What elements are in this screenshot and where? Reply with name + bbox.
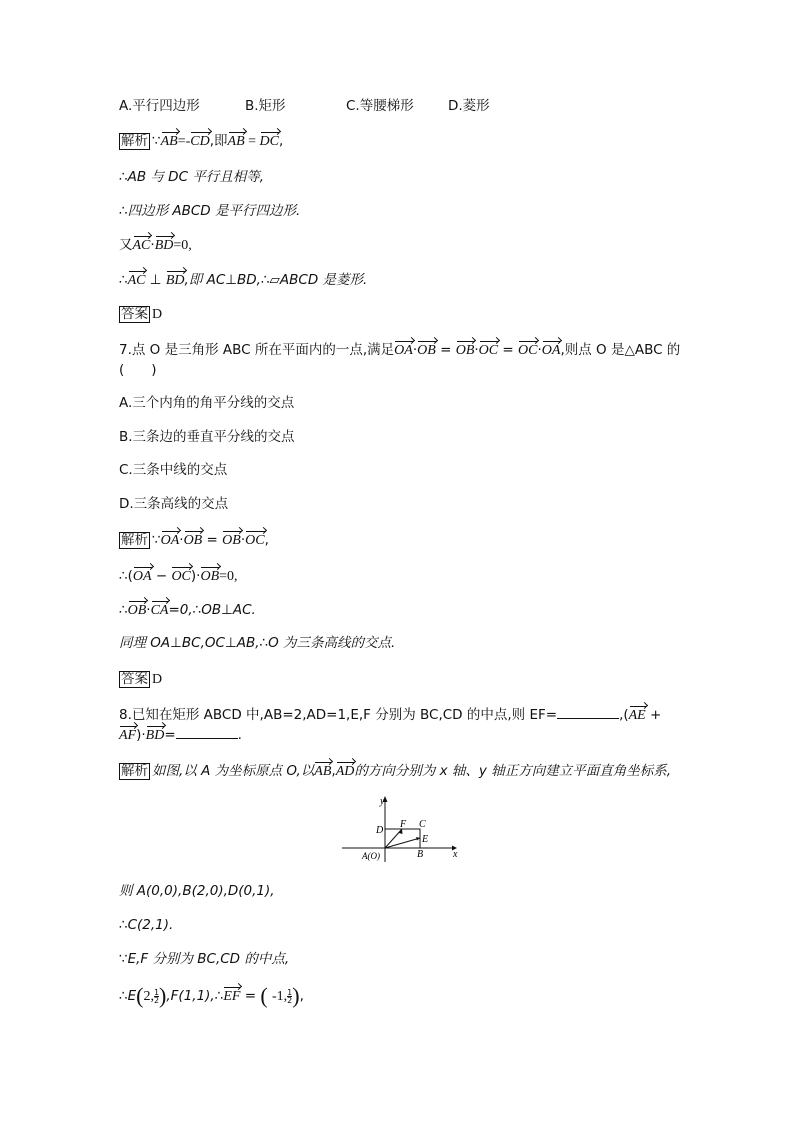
- point-a-label: A(O): [362, 851, 380, 861]
- text: =0,∴OB⊥AC.: [168, 602, 256, 618]
- q8-solution-line-1: 解析 如图,以 A 为坐标原点 O,以AB,AD的方向分别为 x 轴、y 轴正方向建立平面直角坐标系,: [121, 763, 672, 779]
- text: 8.已知在矩形 ABCD 中,AB=2,AD=1,E,F 分别为 BC,CD 的中点,则 EF=: [119, 707, 558, 723]
- point-f-label: F: [400, 819, 407, 830]
- vector-oa: OA: [542, 340, 561, 360]
- text: =0,: [173, 238, 192, 253]
- q6-solution-line-3: ∴四边形 ABCD 是平行四边形.: [119, 203, 301, 219]
- vector-oc: OC: [518, 340, 537, 360]
- vector-ef: EF: [223, 986, 240, 1006]
- text: 2,: [143, 989, 154, 1004]
- text: -1,: [271, 989, 288, 1004]
- vector-oc: OC: [479, 340, 498, 360]
- point-d-label: D: [376, 825, 384, 836]
- vector-oc: OC: [245, 530, 264, 550]
- q8-solution-line-4: ∵E,F 分别为 BC,CD 的中点,: [119, 951, 290, 967]
- q8-stem-line-1: [119, 705, 661, 725]
- text: ,: [299, 988, 304, 1004]
- vector-ab: AB: [314, 761, 331, 781]
- axis-y-label: y: [380, 796, 385, 807]
- answer-blank[interactable]: [176, 726, 238, 739]
- q8-solution-line-3: ∴C(2,1).: [119, 917, 174, 933]
- q7-solution-line-1: 解析 ∵OA·OB = OB·OC,: [121, 532, 269, 548]
- vector-ca: CA: [151, 600, 169, 620]
- answer-blank[interactable]: [557, 706, 619, 719]
- vector-af: AF: [119, 725, 136, 745]
- q8-solution-line-5: ∴E(2, $\frac{1}{2}$ ),F(1,1),∴EF = ( -1, $\frac{1}{2}$ ),: [119, 983, 304, 1008]
- text: 的方向分别为 x 轴、y 轴正方向建立平面直角坐标系,: [354, 763, 672, 779]
- vector-bd: BD: [146, 725, 165, 745]
- text: ·: [150, 237, 155, 253]
- text: =-: [177, 134, 191, 149]
- jiexi-label: 解析: [121, 532, 148, 548]
- q7-option-a: A.三个内角的角平分线的交点: [119, 395, 295, 411]
- vector-ab: AB: [228, 131, 245, 151]
- text: ,即 AC⊥BD,∴▱ABCD 是菱形.: [184, 272, 368, 288]
- vector-ob: OB: [222, 530, 241, 550]
- vector-ac: AC: [133, 235, 151, 255]
- text: ,则点 O 是△ABC 的: [560, 342, 681, 358]
- axis-x-label: x: [453, 849, 458, 860]
- vector-ob: OB: [417, 340, 436, 360]
- q6-options: [119, 97, 490, 115]
- text: ∴E: [119, 988, 137, 1004]
- vector-ab: AB: [161, 131, 178, 151]
- daan-label: 答案: [121, 306, 148, 322]
- text: 如图,以 A 为坐标原点 O,以: [152, 763, 315, 779]
- text: 又: [119, 237, 133, 253]
- coordinate-figure: [340, 794, 460, 864]
- text: 7.点 O 是三角形 ABC 所在平面内的一点,满足: [119, 342, 395, 358]
- vector-ad: AD: [336, 761, 355, 781]
- text: +: [645, 707, 662, 723]
- text: ∵: [152, 133, 161, 149]
- text: .: [237, 727, 242, 743]
- answer-value: D: [152, 672, 163, 687]
- daan-label: 答案: [121, 671, 148, 687]
- text: ,即: [209, 133, 228, 149]
- vector-ob: OB: [128, 600, 147, 620]
- jiexi-label: 解析: [121, 763, 148, 779]
- text: =: [244, 134, 260, 149]
- q6-answer: [119, 305, 162, 324]
- text: =: [164, 727, 176, 743]
- q7-option-b: B.三条边的垂直平分线的交点: [119, 429, 295, 445]
- point-c-label: C: [419, 819, 426, 830]
- q7-solution-line-4: 同理 OA⊥BC,OC⊥AB,∴O 为三条高线的交点.: [119, 635, 396, 651]
- q6-solution-line-4: [119, 235, 192, 255]
- numerator: 1: [287, 987, 293, 997]
- q7-solution-line-2: ∴(OA − OC)·OB=0,: [119, 568, 238, 584]
- vector-bd: BD: [166, 270, 185, 290]
- text: =0,: [219, 569, 238, 584]
- vector-oa: OA: [161, 530, 180, 550]
- q7-option-d: D.三条高线的交点: [119, 496, 229, 512]
- vector-ob: OB: [200, 566, 219, 586]
- text: ⊥: [145, 272, 166, 288]
- vector-oa: OA: [394, 340, 413, 360]
- answer-value: D: [152, 307, 163, 322]
- q7-answer: [119, 670, 162, 689]
- text: ,F(1,1),∴: [166, 988, 224, 1004]
- numerator: 1: [153, 987, 160, 997]
- q7-paren: ( ): [119, 362, 157, 378]
- q6-solution-line-2: ∴AB 与 DC 平行且相等,: [119, 169, 265, 185]
- q7-stem: 7.点 O 是三角形 ABC 所在平面内的一点,满足OA·OB = OB·OC = OC·OA,则点 O 是△ABC 的: [119, 342, 681, 358]
- vector-dc: DC: [260, 131, 279, 151]
- denominator: 2: [287, 995, 293, 1005]
- vector-cd: CD: [190, 131, 209, 151]
- q6-option-b: B.矩形: [245, 98, 286, 114]
- jiexi-label: 解析: [121, 133, 148, 149]
- text: ∴: [119, 272, 128, 288]
- point-e-label: E: [422, 834, 429, 845]
- denominator: 2: [153, 995, 160, 1005]
- q7-option-c: C.三条中线的交点: [119, 462, 228, 478]
- q6-option-a: A.平行四边形: [119, 98, 200, 114]
- q6-option-d: D.菱形: [448, 98, 490, 114]
- vector-ob: OB: [184, 530, 203, 550]
- point-b-label: B: [417, 849, 424, 860]
- vector-ae: AE: [629, 705, 646, 725]
- text: =: [240, 988, 261, 1004]
- text: ,(: [619, 707, 629, 723]
- q6-solution-line-1: [119, 131, 283, 151]
- q8-stem-line-2: AF)·BD= .: [119, 727, 242, 743]
- q6-solution-line-5: [119, 270, 367, 290]
- text: ,: [278, 133, 284, 149]
- q8-solution-line-2: 则 A(0,0),B(2,0),D(0,1),: [119, 883, 275, 899]
- q7-solution-line-3: ∴OB·CA=0,∴OB⊥AC.: [119, 602, 256, 618]
- q6-option-c: C.等腰梯形: [346, 98, 414, 114]
- vector-ob: OB: [456, 340, 475, 360]
- vector-oc: OC: [171, 566, 190, 586]
- vector-oa: OA: [133, 566, 152, 586]
- vector-ac: AC: [128, 270, 146, 290]
- vector-bd: BD: [155, 235, 174, 255]
